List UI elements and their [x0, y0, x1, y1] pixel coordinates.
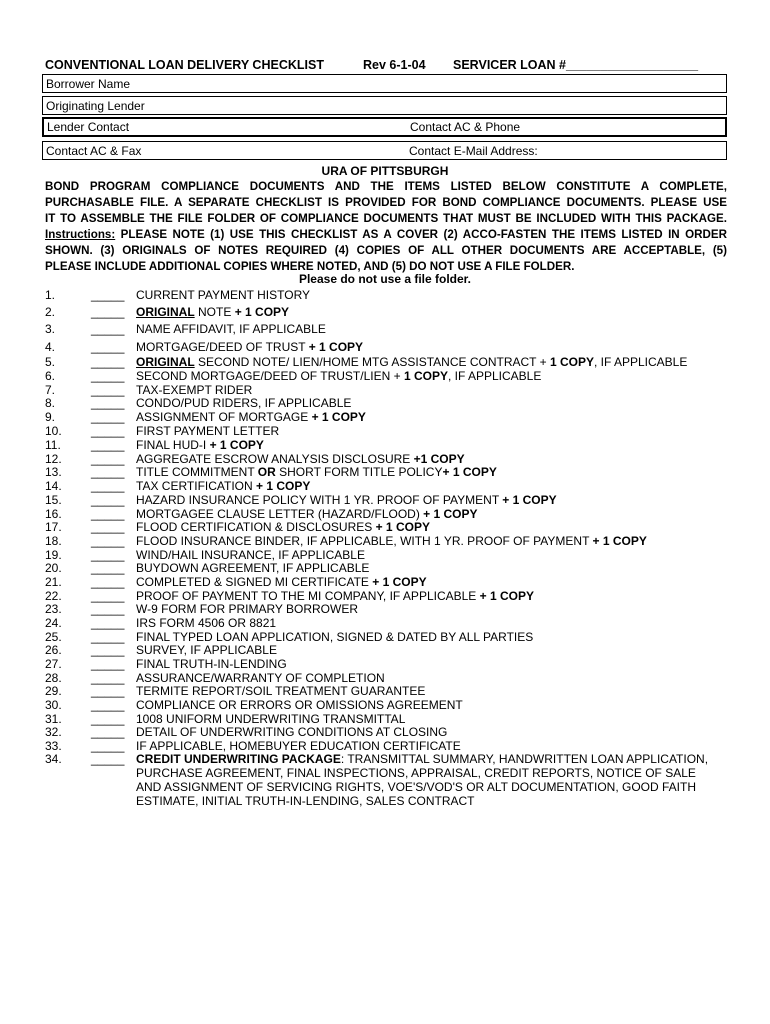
item-description: ASSURANCE/WARRANTY OF COMPLETION: [136, 671, 385, 685]
copy-requirement: + 1 COPY: [308, 340, 364, 354]
instructions-line-2: SHOWN. (3) ORIGINALS OF NOTES REQUIRED (4) COPIES OF ALL OTHER DOCUMENTS ARE ACCEPTABLE, (5): [45, 244, 727, 257]
item-text: [136, 589, 534, 603]
contact-fax-label: Contact AC & Fax: [46, 144, 142, 158]
checklist-item: [45, 355, 735, 369]
item-description: MORTGAGEE CLAUSE LETTER (HAZARD/FLOOD): [136, 507, 424, 521]
checkbox-blank[interactable]: _____: [91, 424, 125, 438]
originating-lender-label: Originating Lender: [46, 99, 145, 113]
copy-requirement: 1 COPY: [403, 369, 448, 383]
checkbox-blank[interactable]: _____: [91, 548, 125, 562]
checkbox-blank[interactable]: _____: [91, 288, 125, 302]
item-description: FINAL HUD-I: [136, 438, 210, 452]
item-text: [136, 355, 687, 369]
item-description: FINAL TRUTH-IN-LENDING: [136, 657, 287, 671]
servicer-loan-field[interactable]: SERVICER LOAN #___________________: [453, 58, 699, 72]
checklist-item: [45, 322, 735, 336]
item-text: [136, 438, 264, 452]
checklist-item: [45, 616, 735, 630]
item-description: SECOND MORTGAGE/DEED OF TRUST/LIEN +: [136, 369, 404, 383]
item-description: W-9 FORM FOR PRIMARY BORROWER: [136, 602, 359, 616]
item-number: 6.: [45, 369, 56, 383]
item-number: 23.: [45, 602, 62, 616]
instructions-text-1: PLEASE NOTE (1) USE THIS CHECKLIST AS A COVER (2) ACCO-FASTEN THE ITEMS LISTED IN ORDER: [115, 228, 727, 241]
item-description: TAX-EXEMPT RIDER: [136, 383, 253, 397]
checkbox-blank[interactable]: _____: [91, 671, 125, 685]
lender-contact-field[interactable]: [42, 117, 727, 137]
originating-lender-field[interactable]: [42, 96, 727, 115]
checkbox-blank[interactable]: _____: [91, 493, 125, 507]
checkbox-blank[interactable]: _____: [91, 410, 125, 424]
checklist-item: [45, 288, 735, 302]
copy-requirement: + 1 COPY: [592, 534, 647, 548]
item-description: HAZARD INSURANCE POLICY WITH 1 YR. PROOF OF PAYMENT: [136, 493, 503, 507]
item-34-continuation-3: ESTIMATE, INITIAL TRUTH-IN-LENDING, SALES CONTRACT: [136, 794, 475, 808]
checkbox-blank[interactable]: _____: [91, 305, 125, 319]
checkbox-blank[interactable]: _____: [91, 712, 125, 726]
item-description: WIND/HAIL INSURANCE, IF APPLICABLE: [136, 548, 365, 562]
checkbox-blank[interactable]: _____: [91, 575, 125, 589]
item-number: 28.: [45, 671, 62, 685]
checklist-item: [45, 383, 735, 397]
item-description: BUYDOWN AGREEMENT, IF APPLICABLE: [136, 561, 370, 575]
document-title: CONVENTIONAL LOAN DELIVERY CHECKLIST: [45, 58, 324, 72]
checklist-item: [45, 465, 735, 479]
item-or: OR: [257, 465, 276, 479]
item-description: TAX CERTIFICATION: [136, 479, 257, 493]
copy-requirement: + 1 COPY: [375, 520, 430, 534]
copy-requirement: +1 COPY: [413, 452, 465, 466]
checklist-item: [45, 575, 735, 589]
checklist-item: [45, 725, 735, 739]
item-description: PROOF OF PAYMENT TO THE MI COMPANY, IF APPLICABLE: [136, 589, 480, 603]
checklist-item: [45, 561, 735, 575]
item-description: CURRENT PAYMENT HISTORY: [136, 288, 311, 302]
item-number: 34.: [45, 752, 62, 766]
checkbox-blank[interactable]: _____: [91, 438, 125, 452]
copy-requirement: + 1 COPY: [502, 493, 557, 507]
checklist-item: [45, 698, 735, 712]
original-emphasis: ORIGINAL: [136, 355, 195, 369]
copy-requirement: + 1 COPY: [209, 438, 264, 452]
item-text: [136, 684, 425, 698]
item-number: 32.: [45, 725, 62, 739]
item-number: 20.: [45, 561, 62, 575]
item-description: IF APPLICABLE, HOMEBUYER EDUCATION CERTIFICATE: [136, 739, 461, 753]
item-description: 1008 UNIFORM UNDERWRITING TRANSMITTAL: [136, 712, 406, 726]
revision-date: Rev 6-1-04: [363, 58, 426, 72]
item-text: [136, 288, 310, 302]
checklist-item: [45, 369, 735, 383]
folder-note: Please do not use a file folder.: [298, 272, 472, 286]
item-description: : TRANSMITTAL SUMMARY, HANDWRITTEN LOAN APPLICATION,: [340, 752, 709, 766]
copy-requirement: + 1 COPY: [423, 507, 478, 521]
item-number: 10.: [45, 424, 62, 438]
item-text: [136, 548, 365, 562]
checkbox-blank[interactable]: _____: [91, 725, 125, 739]
item-number: 21.: [45, 575, 62, 589]
intro-line-3: IT TO ASSEMBLE THE FILE FOLDER OF COMPLIANCE DOCUMENTS THAT MUST BE INCLUDED WITH THIS PACKAGE.: [45, 212, 727, 225]
item-text: [136, 725, 447, 739]
item-description: FINAL TYPED LOAN APPLICATION, SIGNED & DATED BY ALL PARTIES: [136, 630, 534, 644]
item-number: 31.: [45, 712, 62, 726]
checkbox-blank[interactable]: _____: [91, 657, 125, 671]
item-description: SECOND NOTE/ LIEN/HOME MTG ASSISTANCE CONTRACT +: [194, 355, 550, 369]
item-number: 22.: [45, 589, 62, 603]
item-description: SURVEY, IF APPLICABLE: [136, 643, 277, 657]
item-number: 24.: [45, 616, 62, 630]
item-number: 29.: [45, 684, 62, 698]
lender-contact-label: Lender Contact: [47, 120, 130, 134]
item-description: ASSIGNMENT OF MORTGAGE: [136, 410, 312, 424]
checklist-item: [45, 340, 735, 354]
item-number: 5.: [45, 355, 56, 369]
item-text: [136, 410, 366, 424]
checklist-item: [45, 752, 735, 766]
item-description: COMPLETED & SIGNED MI CERTIFICATE: [136, 575, 373, 589]
item-heading: CREDIT UNDERWRITING PACKAGE: [136, 752, 341, 766]
item-description: COMPLIANCE OR ERRORS OR OMISSIONS AGREEMENT: [136, 698, 463, 712]
item-text: [136, 616, 276, 630]
item-text: [136, 575, 427, 589]
checklist-item: [45, 410, 735, 424]
checklist-item: [45, 671, 735, 685]
copy-requirement: + 1 COPY: [234, 305, 290, 319]
item-number: 30.: [45, 698, 62, 712]
item-text: [136, 493, 557, 507]
item-description: MORTGAGE/DEED OF TRUST: [136, 340, 309, 354]
checklist-item: [45, 396, 735, 410]
item-text: [136, 561, 369, 575]
item-description: FLOOD INSURANCE BINDER, IF APPLICABLE, WITH 1 YR. PROOF OF PAYMENT: [136, 534, 593, 548]
checklist-item: [45, 520, 735, 534]
instructions-line-3: PLEASE INCLUDE ADDITIONAL COPIES WHERE NOTED, AND (5) DO NOT USE A FILE FOLDER.: [45, 260, 575, 273]
item-text: [136, 698, 463, 712]
item-description: NAME AFFIDAVIT, IF APPLICABLE: [136, 322, 326, 336]
copy-requirement: 1 COPY: [549, 355, 594, 369]
item-number: 14.: [45, 479, 62, 493]
item-text: [136, 643, 277, 657]
item-number: 8.: [45, 396, 56, 410]
item-number: 16.: [45, 507, 62, 521]
item-number: 25.: [45, 630, 62, 644]
checkbox-blank[interactable]: _____: [91, 479, 125, 493]
item-text: [136, 383, 252, 397]
checkbox-blank[interactable]: _____: [91, 589, 125, 603]
checkbox-blank[interactable]: _____: [91, 396, 125, 410]
item-description: CONDO/PUD RIDERS, IF APPLICABLE: [136, 396, 352, 410]
item-suffix: , IF APPLICABLE: [593, 355, 688, 369]
checklist-item: [45, 589, 735, 603]
checkbox-blank[interactable]: _____: [91, 698, 125, 712]
item-text: [136, 657, 287, 671]
checkbox-blank[interactable]: _____: [91, 322, 125, 336]
item-suffix: , IF APPLICABLE: [447, 369, 542, 383]
item-number: 2.: [45, 305, 56, 319]
original-emphasis: ORIGINAL: [136, 305, 195, 319]
checkbox-blank[interactable]: _____: [91, 355, 125, 369]
checkbox-blank[interactable]: _____: [91, 643, 125, 657]
intro-line-1: BOND PROGRAM COMPLIANCE DOCUMENTS AND THE ITEMS LISTED BELOW CONSTITUTE A COMPLETE,: [45, 180, 727, 193]
item-number: 1.: [45, 288, 56, 302]
item-number: 17.: [45, 520, 62, 534]
copy-requirement: + 1 COPY: [479, 589, 534, 603]
item-text: [136, 712, 405, 726]
checklist-item: [45, 534, 735, 548]
checklist-item: [45, 684, 735, 698]
item-number: 19.: [45, 548, 62, 562]
item-text: [136, 520, 430, 534]
checklist-item: [45, 438, 735, 452]
checklist-item: [45, 424, 735, 438]
item-number: 13.: [45, 465, 62, 479]
item-number: 4.: [45, 340, 56, 354]
checklist-item: [45, 602, 735, 616]
item-number: 18.: [45, 534, 62, 548]
contact-phone-label: Contact AC & Phone: [410, 120, 521, 134]
checklist-item: [45, 548, 735, 562]
checkbox-blank[interactable]: _____: [91, 534, 125, 548]
item-description: IRS FORM 4506 OR 8821: [136, 616, 277, 630]
item-number: 26.: [45, 643, 62, 657]
item-number: 7.: [45, 383, 56, 397]
instructions-line-1: [45, 227, 727, 243]
item-text: [136, 396, 351, 410]
borrower-name-field[interactable]: [42, 74, 727, 93]
checklist-item: [45, 643, 735, 657]
copy-requirement: + 1 COPY: [372, 575, 427, 589]
checklist-item: [45, 712, 735, 726]
checkbox-blank[interactable]: _____: [91, 684, 125, 698]
item-text: [136, 602, 358, 616]
item-number: 3.: [45, 322, 56, 336]
checkbox-blank[interactable]: _____: [91, 465, 125, 479]
borrower-name-label: Borrower Name: [46, 77, 131, 91]
checkbox-blank[interactable]: _____: [91, 520, 125, 534]
item-description: NOTE: [194, 305, 235, 319]
item-number: 15.: [45, 493, 62, 507]
contact-fax-field[interactable]: [42, 141, 727, 160]
checkbox-blank[interactable]: _____: [91, 739, 125, 753]
item-text: [136, 671, 385, 685]
checklist-item: [45, 493, 735, 507]
item-text: [136, 322, 326, 336]
instructions-label: Instructions:: [45, 228, 116, 241]
checklist-item: [45, 739, 735, 753]
item-description: FLOOD CERTIFICATION & DISCLOSURES: [136, 520, 376, 534]
copy-requirement: + 1 COPY: [311, 410, 366, 424]
item-text: [136, 305, 289, 319]
checklist-item: [45, 479, 735, 493]
checklist-item: [45, 452, 735, 466]
item-description: DETAIL OF UNDERWRITING CONDITIONS AT CLOSING: [136, 725, 448, 739]
checklist-item: [45, 507, 735, 521]
checkbox-blank[interactable]: _____: [91, 616, 125, 630]
intro-line-2: PURCHASABLE FILE. A SEPARATE CHECKLIST IS PROVIDED FOR BOND COMPLIANCE DOCUMENTS. PLEASE USE: [45, 196, 727, 209]
copy-requirement: + 1 COPY: [256, 479, 311, 493]
checkbox-blank[interactable]: _____: [91, 369, 125, 383]
item-description: AGGREGATE ESCROW ANALYSIS DISCLOSURE: [136, 452, 414, 466]
item-text: [136, 479, 310, 493]
item-text: [136, 465, 497, 479]
item-text: [136, 507, 478, 521]
checkbox-blank[interactable]: _____: [91, 602, 125, 616]
checkbox-blank[interactable]: _____: [91, 561, 125, 575]
checkbox-blank[interactable]: _____: [91, 383, 125, 397]
checkbox-blank[interactable]: _____: [91, 507, 125, 521]
item-34-continuation-2: AND ASSIGNMENT OF SERVICING RIGHTS, VOE'S/VOD'S OR ALT DOCUMENTATION, GOOD FAITH: [136, 780, 696, 794]
checklist-item: [45, 305, 735, 319]
contact-email-label: Contact E-Mail Address:: [409, 144, 538, 158]
item-text: [136, 369, 541, 383]
item-text: [136, 752, 708, 766]
document-header: [45, 58, 735, 72]
item-text: [136, 739, 461, 753]
item-text: [136, 424, 279, 438]
item-number: 9.: [45, 410, 56, 424]
checkbox-blank[interactable]: _____: [91, 340, 125, 354]
item-text: [136, 630, 533, 644]
item-number: 12.: [45, 452, 62, 466]
checkbox-blank[interactable]: _____: [91, 752, 125, 766]
item-description-2: SHORT FORM TITLE POLICY: [275, 465, 443, 479]
item-number: 11.: [45, 438, 61, 452]
org-title: URA OF PITTSBURGH: [321, 164, 449, 178]
checkbox-blank[interactable]: _____: [91, 452, 125, 466]
item-text: [136, 452, 465, 466]
copy-requirement: + 1 COPY: [442, 465, 497, 479]
checklist-item: [45, 657, 735, 671]
item-34-continuation-1: PURCHASE AGREEMENT, FINAL INSPECTIONS, APPRAISAL, CREDIT REPORTS, NOTICE OF SALE: [136, 766, 696, 780]
item-text: [136, 534, 647, 548]
item-text: [136, 340, 363, 354]
checklist-item: [45, 630, 735, 644]
checkbox-blank[interactable]: _____: [91, 630, 125, 644]
item-description: TITLE COMMITMENT: [136, 465, 258, 479]
item-description: FIRST PAYMENT LETTER: [136, 424, 280, 438]
item-number: 27.: [45, 657, 62, 671]
item-description: TERMITE REPORT/SOIL TREATMENT GUARANTEE: [136, 684, 426, 698]
item-number: 33.: [45, 739, 62, 753]
